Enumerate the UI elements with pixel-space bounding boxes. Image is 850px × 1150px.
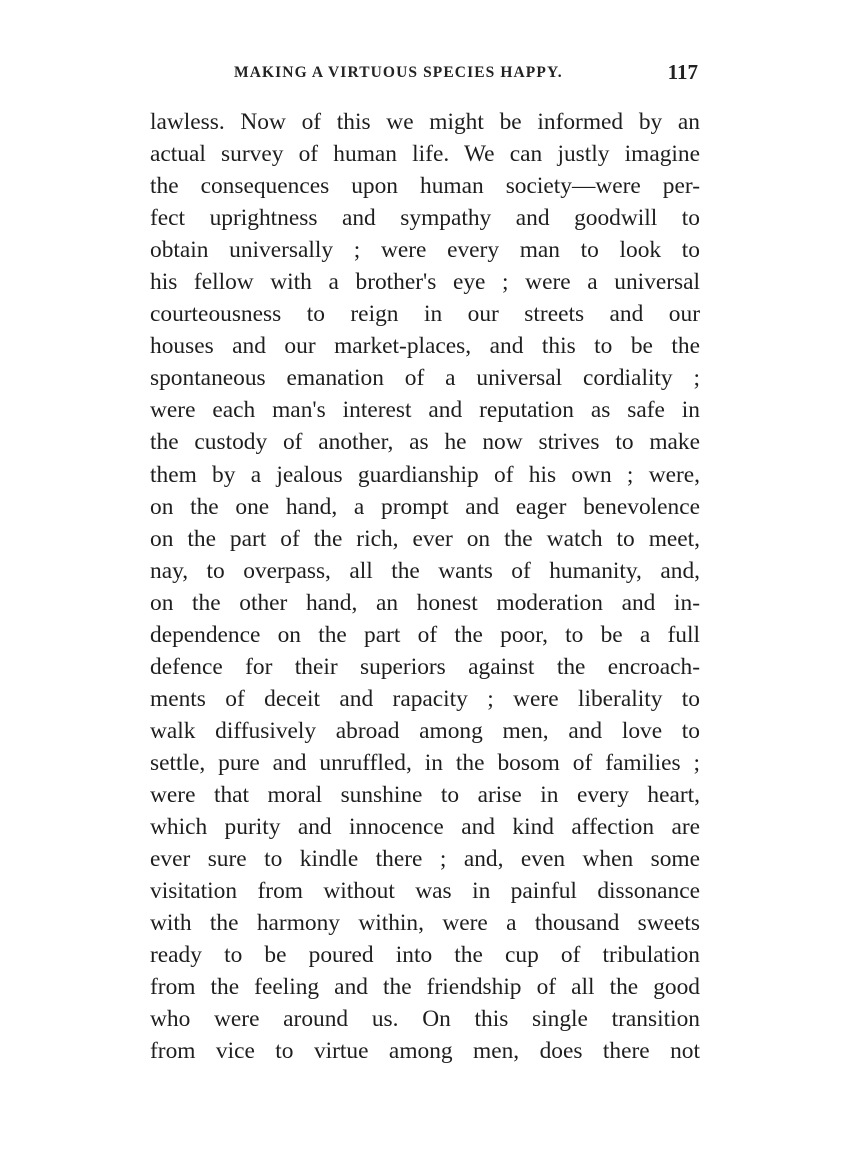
text-line: the consequences upon human society—were per-	[150, 173, 700, 200]
text-line: his fellow with a brother's eye ; were a universal	[150, 269, 700, 296]
body-text	[150, 106, 700, 1067]
text-line: from the feeling and the friendship of all the good	[150, 974, 700, 1001]
text-line: on the part of the rich, ever on the watch to meet,	[150, 525, 700, 552]
text-line: obtain universally ; were every man to look to	[150, 237, 700, 264]
text-line: ever sure to kindle there ; and, even when some	[150, 846, 700, 873]
text-line: courteousness to reign in our streets and our	[150, 301, 700, 328]
text-line: visitation from without was in painful dissonance	[150, 878, 700, 905]
text-line: settle, pure and unruffled, in the bosom of families ;	[150, 749, 700, 776]
text-line: were each man's interest and reputation as safe in	[150, 397, 700, 424]
text-line: dependence on the part of the poor, to be a full	[150, 621, 700, 648]
text-line: the custody of another, as he now strives to make	[150, 429, 700, 456]
text-line: nay, to overpass, all the wants of humanity, and,	[150, 557, 700, 584]
text-line: ready to be poured into the cup of tribulation	[150, 942, 700, 969]
text-line: who were around us. On this single transition	[150, 1006, 700, 1033]
page-number: 117	[667, 60, 698, 84]
text-line: defence for their superiors against the encroach-	[150, 653, 700, 680]
running-head	[150, 62, 700, 92]
text-line: them by a jealous guardianship of his own ; were,	[150, 461, 700, 488]
text-line: ments of deceit and rapacity ; were liberality to	[150, 685, 700, 712]
text-line: fect uprightness and sympathy and goodwill to	[150, 205, 700, 232]
running-title: MAKING A VIRTUOUS SPECIES HAPPY.	[234, 64, 563, 81]
text-line: on the other hand, an honest moderation and in-	[150, 589, 700, 616]
text-line: lawless. Now of this we might be informed by an	[150, 109, 700, 135]
text-line: spontaneous emanation of a universal cordiality ;	[150, 365, 700, 392]
text-line: actual survey of human life. We can justly imagine	[150, 141, 700, 168]
text-line: walk diffusively abroad among men, and love to	[150, 717, 700, 744]
text-line: on the one hand, a prompt and eager benevolence	[150, 493, 700, 520]
text-line: with the harmony within, were a thousand sweets	[150, 910, 700, 937]
text-line: which purity and innocence and kind affection are	[150, 814, 700, 841]
text-line: from vice to virtue among men, does there not	[150, 1038, 700, 1065]
text-line: were that moral sunshine to arise in every heart,	[150, 781, 700, 808]
text-line: houses and our market-places, and this to be the	[150, 333, 700, 360]
